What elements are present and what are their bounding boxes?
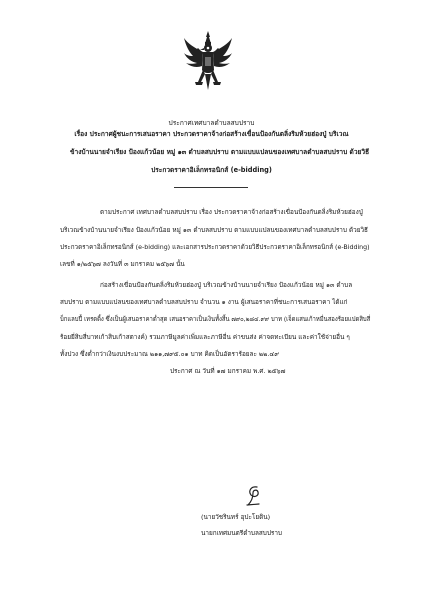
document-header-title: ประกาศเทศบาลตำบลสบปราบ: [168, 119, 255, 127]
para2-line-1: ก่อสร้างเขื่อนป้องกันตลิ่งริมห้วยฮ่องปู่ บริเวณข้างบ้านนายจำเรียง ป้องแก้วน้อย หมู่ ๑๓ ตำบล: [100, 281, 353, 289]
para1-line-1: ตามประกาศ เทศบาลตำบลสบปราบ เรื่อง ประกวดราคาจ้างก่อสร้างเขื่อนป้องกันตลิ่งริมห้วยฮ่องปู่: [100, 208, 363, 216]
subject-line-2: ข้างบ้านนายจำเรียง ป้องแก้วน้อย หมู่ ๑๓ ตำบลสบปราบ ตามแบบแปลนของเทศบาลตำบลสบปราบ ด้วยวิธี: [70, 148, 370, 156]
subject-line-1: เรื่อง ประกาศผู้ชนะการเสนอราคา ประกวดราคาจ้างก่อสร้างเขื่อนป้องกันตลิ่งริมห้วยฮ่องปู่ บริเวณ: [74, 130, 349, 138]
signer-name: (นายวัชรินทร์ อุปะโยติน): [201, 513, 271, 521]
para2-line-3: บ็กแลบปี้ เทรดดิ้ง ซึ่งเป็นผู้เสนอราคาต่ำสุด เสนอราคาเป็นเงินทั้งสิ้น ๗๙๐,๒๘๔.๙๙ บาท (เจ็ดแสนเก้าหมื่นสองร้อยแปดสิบสี่: [60, 315, 371, 323]
para2-line-4: ร้อยยี่สิบสี่บาทเก้าสิบเก้าสตางค์) รวมภาษีมูลค่าเพิ่มและภาษีอื่น ค่าขนส่ง ค่าจดทะเบียน และค่าใช้จ่ายอื่น ๆ: [60, 333, 350, 341]
para1-line-4: เลขที่ ๑/๒๕๖๗ ลงวันที่ ๓ มกราคม ๒๕๖๗ นั้น: [60, 260, 185, 268]
para2-line-5: ทั้งปวง ซึ่งต่ำกว่าเงินงบประมาณ ๒๑๑,๗๙๕.๐๑ บาท คิดเป็นอัตราร้อยละ ๒๒.๔๙: [60, 350, 279, 358]
para1-line-2: บริเวณข้างบ้านนายจำเรียง ป้องแก้วน้อย หมู่ ๑๓ ตำบลสบปราบ ตามแบบแปลนของเทศบาลตำบลสบปราบ ด้วยวิธี: [60, 226, 368, 234]
subject-line-3: ประกวดราคาอิเล็กทรอนิกส์ (e-bidding): [151, 166, 272, 174]
para1-line-3: ประกวดราคาอิเล็กทรอนิกส์ (e-bidding) และเอกสารประกวดราคาด้วยวิธีประกวดราคาอิเล็กทรอนิกส์ (e-Bidding): [60, 243, 370, 251]
para2-line-2: สบปราบ ตามแบบแปลนของเทศบาลตำบลสบปราบ จำนวน ๑ งาน ผู้เสนอราคาที่ชนะการเสนอราคา ได้แก่: [60, 298, 348, 306]
section-divider: [174, 187, 248, 188]
signature-icon: [239, 484, 271, 508]
signer-title: นายกเทศมนตรีตำบลสบปราบ: [201, 529, 282, 537]
announce-date: ประกาศ ณ วันที่ ๑๗ มกราคม พ.ศ. ๒๕๖๗: [170, 367, 286, 375]
garuda-emblem-icon: [183, 30, 233, 92]
